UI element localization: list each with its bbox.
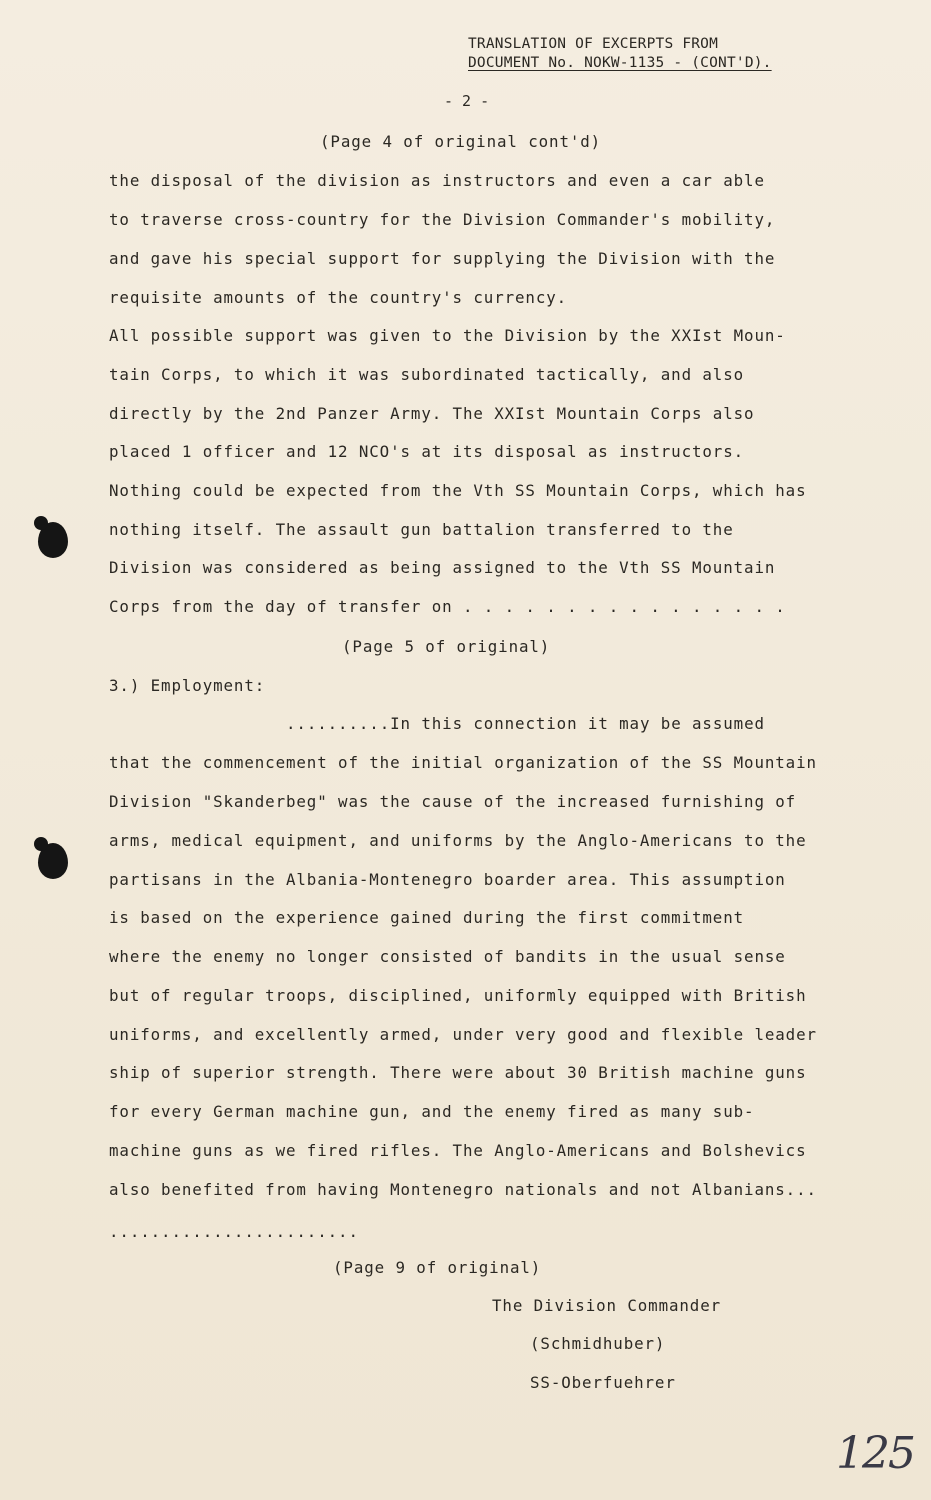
body-line: machine guns as we fired rifles. The Anglo-Americans and Bolshevics <box>109 1141 807 1160</box>
header-title-line1: TRANSLATION OF EXCERPTS FROM <box>468 36 719 52</box>
section-first-line: ..........In this connection it may be assumed <box>286 714 765 733</box>
body-line: Corps from the day of transfer on . . . . . . . . . . . . . . . . <box>109 597 786 616</box>
body-line: directly by the 2nd Panzer Army. The XXIst Mountain Corps also <box>109 404 755 423</box>
body-line: and gave his special support for supplying the Division with the <box>109 249 776 268</box>
body-line: Nothing could be expected from the Vth SS Mountain Corps, which has <box>109 481 807 500</box>
body-line: partisans in the Albania-Montenegro boarder area. This assumption <box>109 870 786 889</box>
body-line: Division "Skanderbeg" was the cause of the increased furnishing of <box>109 792 797 811</box>
page-note-5: (Page 5 of original) <box>342 637 551 656</box>
punch-hole-icon <box>38 843 68 879</box>
body-line: the disposal of the division as instructors and even a car able <box>109 171 765 190</box>
page-note-9: (Page 9 of original) <box>333 1258 542 1277</box>
ellipsis-row: ........................ <box>109 1222 359 1241</box>
body-line: placed 1 officer and 12 NCO's at its disposal as instructors. <box>109 442 745 461</box>
body-line: nothing itself. The assault gun battalion transferred to the <box>109 520 734 539</box>
body-line: also benefited from having Montenegro nationals and not Albanians... <box>109 1180 817 1199</box>
body-line: to traverse cross-country for the Division Commander's mobility, <box>109 210 776 229</box>
signature-title: The Division Commander <box>492 1296 722 1315</box>
body-line: All possible support was given to the Division by the XXIst Moun- <box>109 326 786 345</box>
body-line: but of regular troops, disciplined, uniformly equipped with British <box>109 986 807 1005</box>
section-heading: 3.) Employment: <box>109 676 266 695</box>
handwritten-page-number: 125 <box>836 1428 914 1479</box>
body-line: is based on the experience gained during the first commitment <box>109 908 745 927</box>
body-line: for every German machine gun, and the enemy fired as many sub- <box>109 1102 755 1121</box>
page-note-4: (Page 4 of original cont'd) <box>320 132 602 151</box>
body-line: uniforms, and excellently armed, under very good and flexible leader <box>109 1025 817 1044</box>
body-line: ship of superior strength. There were about 30 British machine guns <box>109 1063 807 1082</box>
signature-rank: SS-Oberfuehrer <box>530 1373 676 1392</box>
body-line: arms, medical equipment, and uniforms by the Anglo-Americans to the <box>109 831 807 850</box>
body-line: requisite amounts of the country's currency. <box>109 288 568 307</box>
body-line: Division was considered as being assigned to the Vth SS Mountain <box>109 558 776 577</box>
body-line: that the commencement of the initial organization of the SS Mountain <box>109 753 817 772</box>
body-line: where the enemy no longer consisted of bandits in the usual sense <box>109 947 786 966</box>
signature-name: (Schmidhuber) <box>530 1334 666 1353</box>
page-number: - 2 - <box>444 92 490 110</box>
punch-hole-icon <box>38 522 68 558</box>
body-line: tain Corps, to which it was subordinated tactically, and also <box>109 365 745 384</box>
header-title-line2: DOCUMENT No. NOKW-1135 - (CONT'D). <box>468 55 772 71</box>
